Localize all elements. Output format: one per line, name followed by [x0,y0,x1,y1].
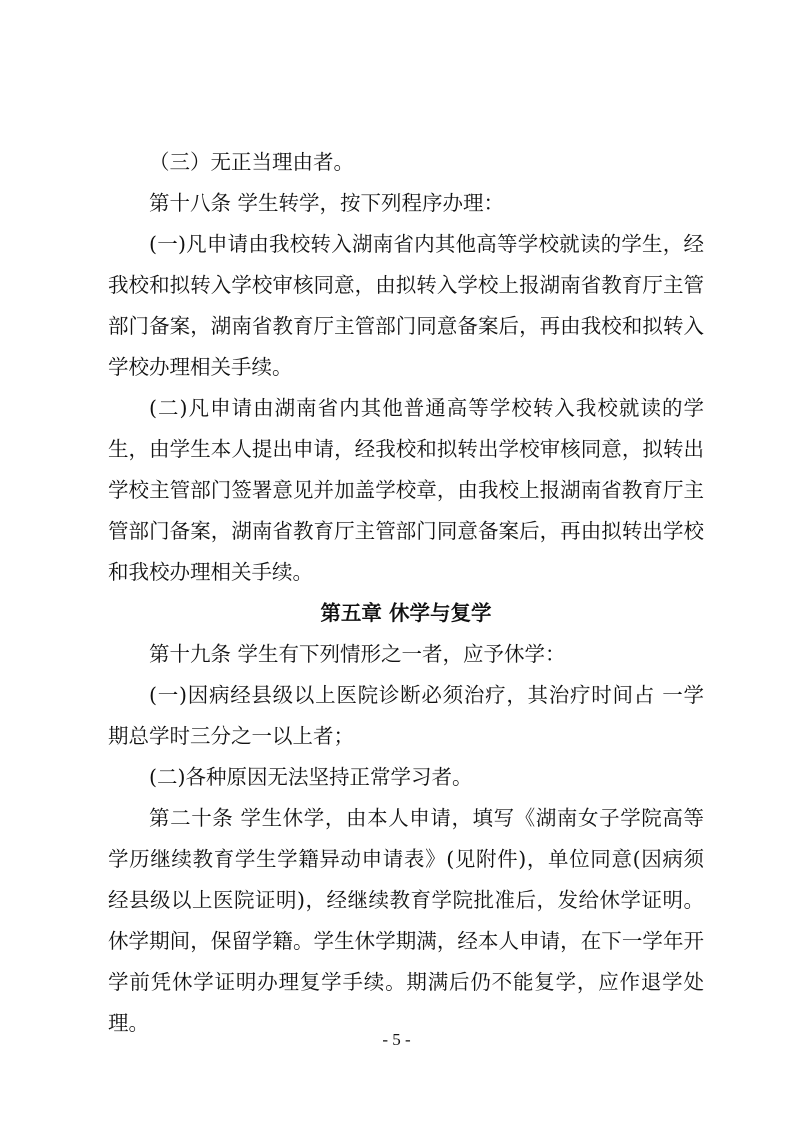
document-body [108,142,704,1044]
article-18-intro: 第十八条 学生转学，按下列程序办理： [149,191,505,215]
article-19-intro: 第十九条 学生有下列情形之一者，应予休学： [149,642,566,666]
chapter-5-heading: 第五章 休学与复学 [320,601,492,625]
article-19-item-2: (二)各种原因无法坚持正常学习者。 [149,765,473,789]
article-18-item-1: (一)凡申请由我校转入湖南省内其他高等学校就读的学生，经我校和拟转入学校审核同意，由拟转入学校上报湖南省教育厅主管部门备案，湖南省教育厅主管部门同意备案后，再由我校和拟转入学校办理相关手续。 [108,232,704,379]
paragraph-reason-three: （三）无正当理由者。 [149,150,354,174]
article-20: 第二十条 学生休学，由本人申请，填写《湖南女子学院高等学历继续教育学生学籍异动申请表》(见附件)，单位同意(因病须经县级以上医院证明)，经继续教育学院批准后，发给休学证明。休学期间，保留学籍。学生休学期满，经本人申请，在下一学年开学前凭休学证明办理复学手续。期满后仍不能复学，应作退学处理。 [108,806,704,1035]
article-19-item-1: (一)因病经县级以上医院诊断必须治疗，其治疗时间占 一学期总学时三分之一以上者； [108,683,704,748]
article-18-item-2: (二)凡申请由湖南省内其他普通高等学校转入我校就读的学生，由学生本人提出申请，经我校和拟转出学校审核同意，拟转出学校主管部门签署意见并加盖学校章，由我校上报湖南省教育厅主管部门备案，湖南省教育厅主管部门同意备案后，再由拟转出学校和我校办理相关手续。 [108,396,704,584]
page-number: - 5 - [382,1030,411,1049]
